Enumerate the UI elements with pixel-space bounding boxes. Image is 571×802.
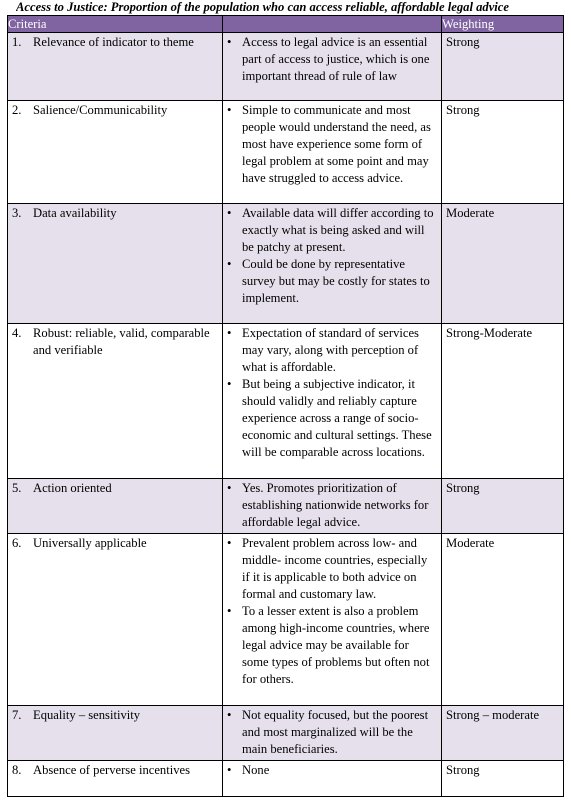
header-middle xyxy=(223,16,442,33)
bullet-list xyxy=(223,33,441,87)
bullet-list xyxy=(223,761,441,781)
criteria-number: 8. xyxy=(12,763,22,777)
weighting-value: Strong xyxy=(446,763,480,777)
table-title: Access to Justice: Proportion of the population who can access reliable, affordable legal advice xyxy=(16,0,509,14)
criteria-cell xyxy=(8,761,223,797)
weighting-cell xyxy=(442,324,564,479)
criteria-number: 5. xyxy=(12,481,22,495)
criteria-label: Salience/Communicability xyxy=(33,103,168,117)
points-cell xyxy=(223,479,442,534)
bullet-point: • Not equality focused, but the poorest and most marginalized will be the main beneficiaries. xyxy=(223,707,437,758)
weighting-cell xyxy=(442,33,564,101)
criteria-label: Robust: reliable, valid, comparable and verifiable xyxy=(33,326,210,357)
points-cell xyxy=(223,101,442,204)
bullet-point: • Available data will differ according to exactly what is being asked and will be patchy at present. xyxy=(223,205,437,256)
weighting-cell xyxy=(442,761,564,797)
header-weighting: Weighting xyxy=(442,16,564,33)
bullet-list xyxy=(223,101,441,189)
table-row xyxy=(8,33,564,101)
points-cell xyxy=(223,706,442,761)
weighting-cell xyxy=(442,204,564,324)
bullet-list xyxy=(223,706,441,760)
bullet-point: • Simple to communicate and most people would understand the need, as most have experience some form of legal problem at some point and may have struggled to access advice. xyxy=(223,102,437,187)
bullet-point: • None xyxy=(223,762,437,779)
criteria-table xyxy=(7,15,564,797)
weighting-value: Strong xyxy=(446,481,480,495)
points-cell xyxy=(223,534,442,706)
criteria-label: Action oriented xyxy=(33,481,112,495)
table-row xyxy=(8,204,564,324)
points-cell xyxy=(223,761,442,797)
table-row xyxy=(8,324,564,479)
bullet-point: • To a lesser extent is also a problem among high-income countries, where legal advice may be available for some types of problems but often not for others. xyxy=(223,603,437,688)
bullet-list xyxy=(223,324,441,463)
bullet-list xyxy=(223,534,441,690)
criteria-cell xyxy=(8,534,223,706)
points-cell xyxy=(223,33,442,101)
points-cell xyxy=(223,204,442,324)
criteria-label: Equality – sensitivity xyxy=(33,708,141,722)
criteria-number: 2. xyxy=(12,103,22,117)
bullet-point: • Yes. Promotes prioritization of establishing nationwide networks for affordable legal advice. xyxy=(223,480,437,531)
weighting-cell xyxy=(442,479,564,534)
table-row xyxy=(8,761,564,797)
criteria-cell xyxy=(8,101,223,204)
points-cell xyxy=(223,324,442,479)
criteria-cell xyxy=(8,324,223,479)
weighting-value: Strong xyxy=(446,103,480,117)
weighting-cell xyxy=(442,101,564,204)
criteria-label: Universally applicable xyxy=(33,536,147,550)
bullet-point: • Could be done by representative survey but may be costly for states to implement. xyxy=(223,256,437,307)
criteria-number: 6. xyxy=(12,536,22,550)
weighting-value: Moderate xyxy=(446,206,495,220)
criteria-number: 3. xyxy=(12,206,22,220)
weighting-value: Strong-Moderate xyxy=(446,326,533,340)
criteria-number: 4. xyxy=(12,326,22,340)
criteria-cell xyxy=(8,706,223,761)
weighting-cell xyxy=(442,706,564,761)
criteria-cell xyxy=(8,204,223,324)
bullet-point: • Access to legal advice is an essential part of access to justice, which is one important thread of rule of law xyxy=(223,34,437,85)
table-row xyxy=(8,479,564,534)
criteria-cell xyxy=(8,479,223,534)
table-header-row xyxy=(8,16,564,33)
weighting-value: Strong xyxy=(446,35,480,49)
bullet-point: • Prevalent problem across low- and middle- income countries, especially if it is applicable to both advice on formal and customary law. xyxy=(223,535,437,603)
criteria-number: 1. xyxy=(12,35,22,49)
weighting-value: Strong – moderate xyxy=(446,708,540,722)
header-criteria: Criteria xyxy=(8,16,223,33)
weighting-value: Moderate xyxy=(446,536,495,550)
criteria-label: Absence of perverse incentives xyxy=(33,763,191,777)
bullet-list xyxy=(223,479,441,533)
criteria-label: Data availability xyxy=(33,206,117,220)
table-row xyxy=(8,534,564,706)
bullet-list xyxy=(223,204,441,309)
criteria-number: 7. xyxy=(12,708,22,722)
criteria-label: Relevance of indicator to theme xyxy=(33,35,194,49)
criteria-cell xyxy=(8,33,223,101)
table-row xyxy=(8,706,564,761)
bullet-point: • Expectation of standard of services may vary, along with perception of what is affordable. xyxy=(223,325,437,376)
table-row xyxy=(8,101,564,204)
bullet-point: • But being a subjective indicator, it should validly and reliably capture experience across a range of socio-economic and cultural settings. These will be comparable across locations. xyxy=(223,376,437,461)
weighting-cell xyxy=(442,534,564,706)
